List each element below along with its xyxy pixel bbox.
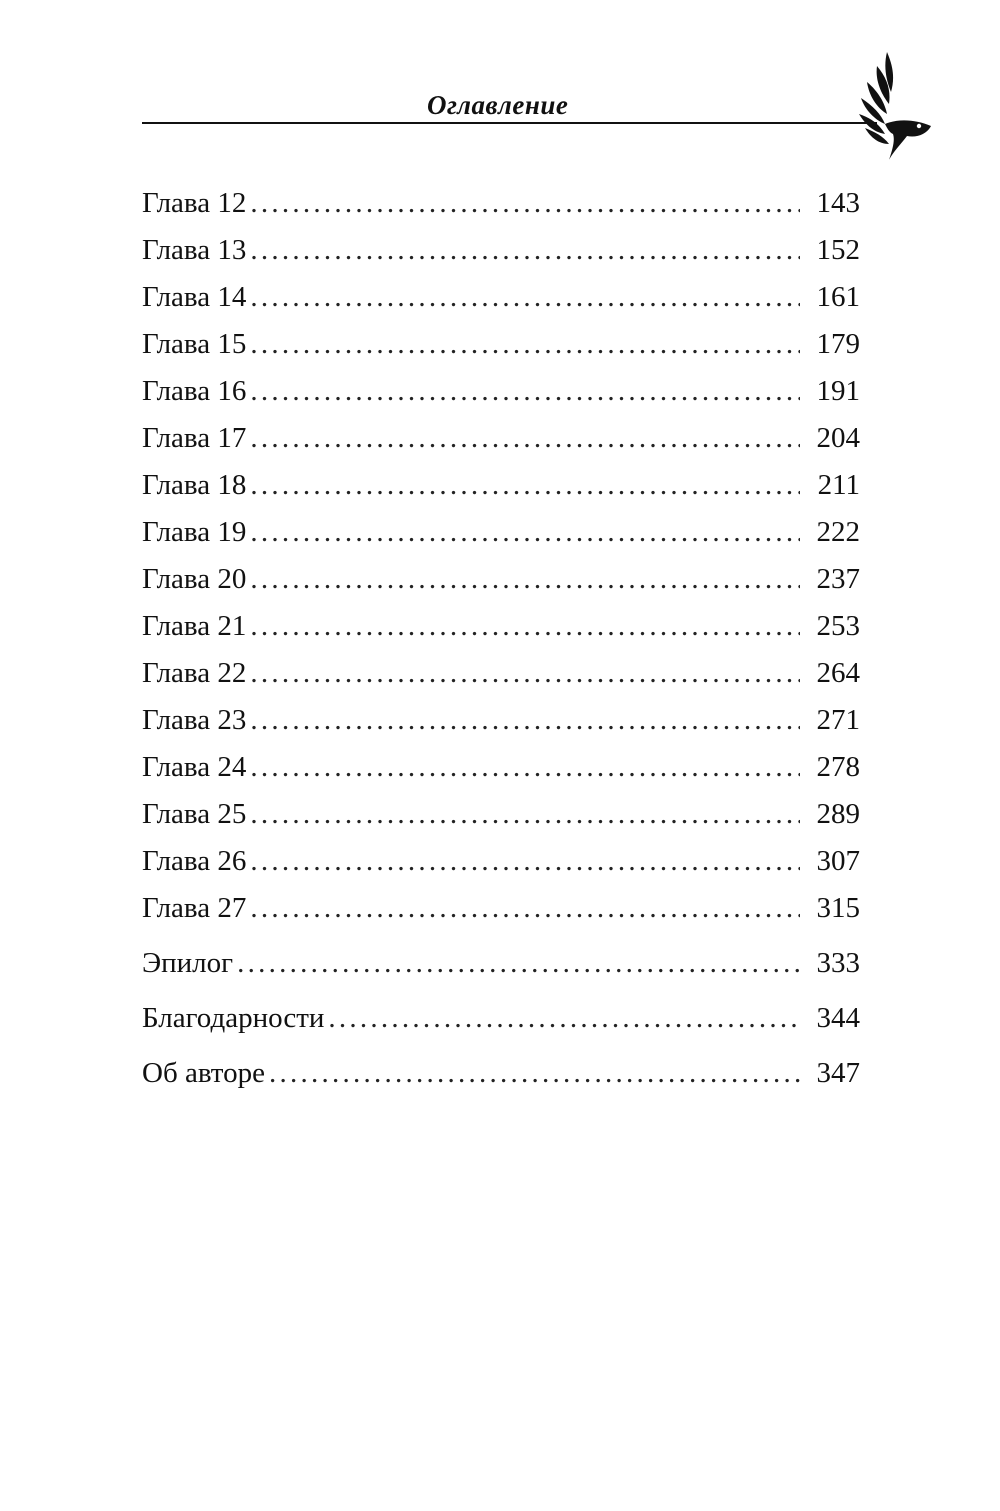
toc-entry	[142, 791, 860, 838]
toc-entry	[142, 556, 860, 603]
dot-leader	[250, 509, 800, 556]
toc-entry-page-number: 152	[816, 234, 860, 266]
toc-entry	[142, 180, 860, 227]
dot-leader	[250, 227, 800, 274]
dot-leader	[328, 995, 800, 1042]
toc-entry-page-number: 315	[816, 892, 860, 924]
toc-entry-page-number: 271	[816, 704, 860, 736]
toc-entry	[142, 744, 860, 791]
toc-entry	[142, 462, 860, 509]
toc-entry-page-number: 222	[816, 516, 860, 548]
toc-entry-label: Благодарности	[142, 1002, 325, 1034]
dot-leader	[250, 744, 800, 791]
toc-entry-label: Глава 21	[142, 610, 247, 642]
toc-entry-label: Глава 14	[142, 281, 247, 313]
dot-leader	[250, 838, 800, 885]
toc-entry-label: Глава 27	[142, 892, 247, 924]
toc-entry-page-number: 179	[816, 328, 860, 360]
toc-entry	[142, 838, 860, 885]
toc-entry-label: Глава 24	[142, 751, 247, 783]
toc-entry	[142, 321, 860, 368]
toc-entry	[142, 227, 860, 274]
toc-entry	[142, 603, 860, 650]
toc-entry-page-number: 253	[816, 610, 860, 642]
toc-entry-label: Глава 13	[142, 234, 247, 266]
header-rule	[142, 122, 877, 124]
toc-entry	[142, 1050, 860, 1097]
toc-entry-page-number: 278	[816, 751, 860, 783]
toc-entry-page-number: 143	[816, 187, 860, 219]
toc-entry-page-number: 211	[817, 469, 860, 501]
toc-entry-page-number: 204	[816, 422, 860, 454]
toc-entry-label: Глава 26	[142, 845, 247, 877]
toc-entry	[142, 885, 860, 932]
toc-entry-label: Глава 25	[142, 798, 247, 830]
toc-entry-label: Глава 20	[142, 563, 247, 595]
toc-entry-label: Эпилог	[142, 947, 234, 979]
wing-icon	[847, 48, 937, 168]
dot-leader	[250, 885, 800, 932]
toc-entry-page-number: 191	[816, 375, 860, 407]
toc-entry-page-number: 264	[816, 657, 860, 689]
toc-entry	[142, 415, 860, 462]
dot-leader	[250, 556, 800, 603]
toc-entry-label: Глава 23	[142, 704, 247, 736]
toc-entry-label: Глава 18	[142, 469, 247, 501]
toc-entry	[142, 940, 860, 987]
toc-entry-page-number: 347	[816, 1057, 860, 1089]
dot-leader	[250, 603, 800, 650]
toc-entry	[142, 697, 860, 744]
toc-entry-label: Глава 19	[142, 516, 247, 548]
dot-leader	[250, 650, 800, 697]
dot-leader	[269, 1050, 800, 1097]
toc-entry-page-number: 161	[816, 281, 860, 313]
toc-entry-page-number: 333	[816, 947, 860, 979]
dot-leader	[250, 415, 800, 462]
toc-entry	[142, 650, 860, 697]
dot-leader	[250, 462, 800, 509]
toc-entry	[142, 368, 860, 415]
toc-entry-page-number: 344	[816, 1002, 860, 1034]
toc-entry-label: Глава 12	[142, 187, 247, 219]
toc-entry-label: Глава 15	[142, 328, 247, 360]
dot-leader	[250, 697, 800, 744]
dot-leader	[250, 791, 800, 838]
dot-leader	[250, 321, 800, 368]
dot-leader	[250, 274, 800, 321]
toc-entry-label: Глава 22	[142, 657, 247, 689]
toc-entry	[142, 995, 860, 1042]
dot-leader	[250, 368, 800, 415]
table-of-contents	[142, 180, 860, 1097]
toc-entry-label: Об авторе	[142, 1057, 265, 1089]
dot-leader	[237, 940, 800, 987]
toc-entry-label: Глава 16	[142, 375, 247, 407]
page-title: Оглавление	[427, 90, 569, 120]
toc-entry	[142, 509, 860, 556]
toc-entry-page-number: 289	[816, 798, 860, 830]
toc-entry-page-number: 237	[816, 563, 860, 595]
toc-entry-page-number: 307	[816, 845, 860, 877]
toc-entry	[142, 274, 860, 321]
running-header	[142, 84, 932, 164]
dot-leader	[250, 180, 800, 227]
toc-entry-label: Глава 17	[142, 422, 247, 454]
